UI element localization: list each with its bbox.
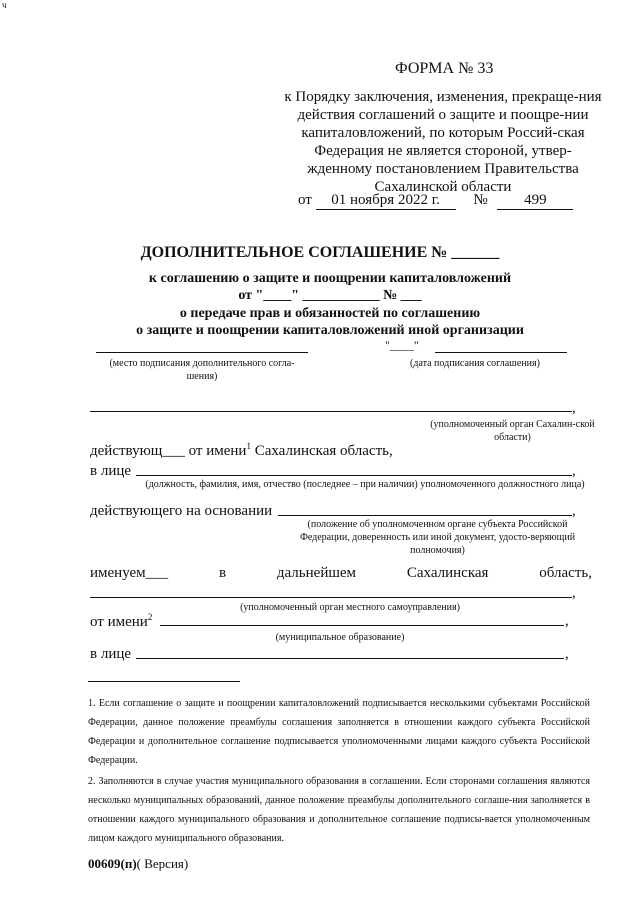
form-number: ФОРМА № 33 <box>395 60 494 77</box>
number-label: № <box>473 192 488 208</box>
on-behalf-label: от имени <box>90 614 148 630</box>
document-title: ДОПОЛНИТЕЛЬНОЕ СОГЛАШЕНИЕ № ______ <box>140 244 500 261</box>
decree-number: 499 <box>497 192 573 210</box>
authority-hint: (уполномоченный орган Сахалин-ской области) <box>430 419 595 443</box>
decree-date-row <box>298 192 573 210</box>
named-word-3: дальнейшем <box>276 565 357 581</box>
on-behalf-line <box>90 612 152 631</box>
person-field-2[interactable] <box>136 658 564 659</box>
code-version: ( Версия) <box>136 856 189 871</box>
footnote-separator <box>88 681 240 682</box>
authority-field[interactable] <box>90 411 572 412</box>
order-reference: к Порядку заключения, изменения, прекраще-ния действия соглашений о защите и поощре-нии капиталовложений, по которым Россий-ская Федерация не является стороной, утвер-жденному постановлением Правительства Сахалинской области <box>284 89 602 195</box>
authority-comma: , <box>572 400 576 416</box>
acting-suffix: Сахалинская область, <box>250 443 393 459</box>
place-hint: (место подписания дополнительного согла-шения) <box>109 358 295 382</box>
local-authority-field[interactable] <box>90 597 572 598</box>
document-code <box>88 856 188 872</box>
footnote-1: 1. Если соглашение о защите и поощрении капиталовложений подписывается несколькими субъектами Российской Федерации, данное положение преамбулы соглашения заполняется в отношении каждого субъекта Российской Федерации и дополнительное соглашение подписывается уполномоченными лицами каждого субъекта Российской Федерации. <box>88 698 590 766</box>
person-comma-2: , <box>565 646 569 662</box>
acting-basis-label: действующего на основании <box>90 503 273 519</box>
footnote-ref-2: 2 <box>147 612 153 622</box>
in-person-label: в лице <box>90 463 132 479</box>
municipality-field[interactable] <box>160 625 564 626</box>
named-word-4: Сахалинская <box>406 565 489 581</box>
date-field[interactable] <box>435 352 567 353</box>
named-word-2: в <box>218 565 227 581</box>
local-authority-comma: , <box>572 585 576 601</box>
acting-line <box>90 441 393 460</box>
decree-date: 01 ноября 2022 г. <box>316 192 456 210</box>
corner-mark: ч <box>2 0 7 10</box>
basis-hint: (положение об уполномоченном органе субъекта Российской Федерации, доверенность или иной документ, удосто-веряющий полномочия) <box>299 519 576 556</box>
date-prefix: от <box>298 192 312 208</box>
footnote-2: 2. Заполняются в случае участия муниципального образования в соглашении. Если сторонами соглашения являются несколько муниципальных образований, данное положение преамбулы дополнительного соглаше-ния заполняется в отношении каждого муниципального образования и дополнительное соглашение подписы-вается уполномоченным лицом каждого муниципального образования. <box>88 776 590 844</box>
named-word-1: именуем___ <box>90 565 169 581</box>
named-line <box>90 565 592 582</box>
in-person-label-2: в лице <box>90 646 132 662</box>
municipality-hint: (муниципальное образование) <box>275 632 405 643</box>
person-hint: (должность, фамилия, имя, отчество (последнее – при наличии) уполномоченного должностного лица) <box>145 479 585 490</box>
subtitle-line-2: от "____" ___________ № ___ <box>238 288 422 303</box>
person-comma: , <box>572 463 576 479</box>
basis-comma: , <box>572 503 576 519</box>
subtitle-line-3: о передаче прав и обязанностей по соглашению <box>179 306 481 321</box>
acting-prefix: действующ___ от имени <box>90 443 247 459</box>
place-field[interactable] <box>96 352 308 353</box>
subtitle-line-4: о защите и поощрении капиталовложений иной организации <box>136 323 524 338</box>
local-authority-hint: (уполномоченный орган местного самоуправления) <box>240 602 460 613</box>
footnote-ref-1: 1 <box>246 441 251 451</box>
code-bold: 00609(п) <box>88 856 137 871</box>
named-word-5: область, <box>539 565 592 581</box>
subtitle-line-1: к соглашению о защите и поощрении капиталовложений <box>148 271 512 286</box>
basis-field[interactable] <box>278 515 572 516</box>
date-hint: (дата подписания соглашения) <box>410 358 540 369</box>
date-quote-blank: "____" <box>385 338 419 352</box>
person-field[interactable] <box>136 475 572 476</box>
municipality-comma: , <box>565 613 569 629</box>
